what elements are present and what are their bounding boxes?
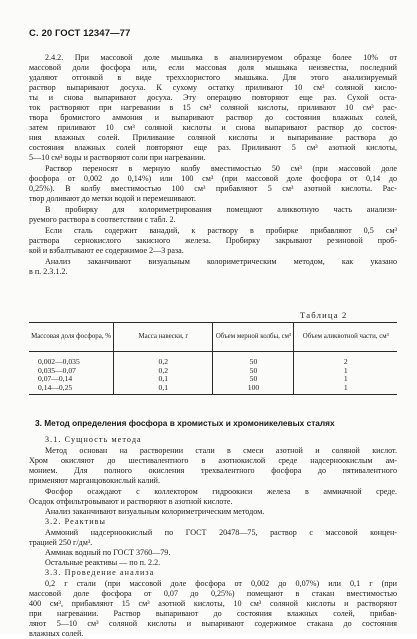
text-line: твор доливают до метки водой и перемешивают. — [29, 194, 196, 204]
text-line: монием. Для полного окисления трехвалентного фосфора до пятивалентного — [29, 466, 397, 476]
table-cell: 0,035—0,07 — [38, 365, 76, 375]
column-header: Масса навески, г — [114, 323, 213, 352]
subsection-heading: 3.1. Сущность метода — [45, 435, 142, 444]
subsection-heading: 3.2. Реактивы — [45, 517, 107, 526]
text-line: раствора сернокислого закисного железа. Пробирку закрывают резиновой проб- — [29, 236, 397, 246]
text-line: в п. 2.3.1.2. — [29, 267, 68, 277]
table-row — [29, 367, 397, 376]
paragraph-3-1-finish — [29, 507, 397, 517]
subsection-heading: 3.3. Проведение анализа — [45, 568, 155, 577]
table-cell: 0,1 — [114, 375, 213, 384]
text-line: 0,25%). В колбу вместимостью 100 см³ прибавляют 5 см³ азотной кислоты. Рас- — [29, 184, 397, 194]
text-line: 0,2 г стали (при массовой доле фосфора от 0,002 до 0,07%) или 0,1 г (при — [45, 579, 397, 588]
table-cell: 2 — [294, 358, 397, 367]
text-line: Анализ заканчивают визуальным колориметрическим методом. — [45, 507, 265, 516]
paragraph-2-4-2 — [29, 53, 397, 164]
table-cell: 0,2 — [114, 358, 213, 367]
text-line: Осадок отфильтровывают и растворяют в азотной кислоте. — [29, 497, 233, 507]
paragraph-3-3-procedure — [29, 579, 397, 639]
text-line: Раствор переносят в мерную колбу вместимостью 50 см³ (при массовой доле — [45, 164, 397, 173]
table-row — [29, 384, 397, 395]
paragraph-transfer — [29, 164, 397, 204]
text-line: Остальные реактивы — по п. 2.2. — [45, 558, 161, 567]
paragraph-3-1-precipitation — [29, 487, 397, 507]
text-line: Фосфор осаждают с коллектором гидроокиси железа в аммиачной среде. — [45, 487, 397, 496]
table-2 — [29, 322, 397, 395]
column-header: Объем аликвотной части, см³ — [294, 323, 397, 352]
table-cell: 50 — [213, 375, 294, 384]
paragraph-3-2-ammonia — [29, 548, 397, 558]
text-line: Аммоний надсерноокислый по ГОСТ 20478—75, раствор с массовой концен- — [45, 528, 397, 537]
text-line: твора бромистого аммония и выпаривают раствор до состояния влажных солей, — [29, 113, 397, 123]
text-line: массовой доле фосфора от 0,07 до 0,25%) помещают в стакан вместимостью — [29, 589, 397, 599]
text-line: Метод основан на растворении стали в смеси азотной и соляной кислот. — [45, 446, 397, 455]
text-line: 5—10 см³ воды и растворяют соли при нагревании. — [29, 153, 206, 163]
table-cell: 1 — [294, 384, 397, 395]
paragraph-3-2-other — [29, 558, 397, 568]
subsection-3-2-heading — [29, 517, 397, 527]
subsection-3-3-heading — [29, 568, 397, 578]
text-line: руемого раствора в соответствии с табл. 2. — [29, 215, 176, 225]
text-line: Анализ заканчивают визуальным колориметрическим методом, как указано — [45, 257, 397, 266]
text-line: применяют марганцовокислый калий. — [29, 476, 161, 486]
table-cell: 0,07—0,14 — [38, 374, 73, 384]
paragraph-aliquot — [29, 205, 397, 225]
paragraph-vanadium — [29, 226, 397, 256]
page-header: С. 20 ГОСТ 12347—77 — [29, 28, 131, 39]
column-header: Массовая доля фосфора, % — [29, 323, 114, 352]
column-header: Объем мерной колбы, см³ — [213, 323, 294, 352]
subsection-3-1-heading — [29, 435, 397, 445]
text-line: Хром окисляют до шестивалентного в азотнокислой среде надсерноокислым ам- — [29, 456, 397, 466]
table-cell: 0,2 — [114, 367, 213, 376]
table-caption: Таблица 2 — [300, 310, 348, 320]
table-row — [29, 375, 397, 384]
text-line: кой и взбалтывают ее содержимое 2—3 раза. — [29, 246, 184, 256]
text-line: состояния влажных солей повторяют еще раз. Приливают 5 см³ азотной кислоты, — [29, 143, 397, 153]
text-line: массовой доли фосфора или, если массовая доля мышьяка неизвестна, последний — [29, 63, 397, 73]
text-line: ток растворяют при нагревании в 15 см³ соляной кислоты, приливают 10 см³ рас- — [29, 103, 397, 113]
table-cell: 0,1 — [114, 384, 213, 395]
text-line: 400 см³, прибавляют 15 см³ азотной кислоты, 10 см³ соляной кислоты и растворяют — [29, 599, 397, 609]
text-line: затем приливают 10 см³ соляной кислоты и снова выпаривают раствор до состоя- — [29, 123, 397, 133]
text-line: ты и снова выпаривают досуха. Эту операцию повторяют еще раз. Сухой оста- — [29, 93, 397, 103]
text-line: Аммиак водный по ГОСТ 3760—79. — [45, 548, 171, 557]
table-cell: 0,002—0,035 — [38, 357, 80, 366]
table-row — [29, 358, 397, 367]
text-line: трацией 250 г/дм³. — [29, 538, 93, 548]
text-line: Если сталь содержит ванадий, к раствору в пробирке прибавляют 0,5 см³ — [45, 226, 397, 235]
text-line: ния влажных солей. Приливание соляной кислоты и выпаривание раствора до — [29, 133, 397, 143]
table-cell: 1 — [294, 367, 397, 376]
text-line: 2.4.2. При массовой доле мышьяка в анализируемом образце более 10% от — [45, 53, 397, 62]
text-line: влажных солей. — [29, 629, 84, 639]
text-line: удаляют отгонкой в виде треххлористого мышьяка. Для этого анализируемый — [29, 73, 397, 83]
table-cell: 100 — [213, 384, 294, 395]
text-line: фосфора от 0,002 до 0,14%) или 100 см³ (при массовой доле фосфора от 0,14 до — [29, 174, 397, 184]
text-line: В пробирку для колориметрирования помещают аликвотную часть анализи- — [45, 205, 397, 214]
paragraph-finish — [29, 257, 397, 277]
table-cell: 1 — [294, 375, 397, 384]
paragraph-3-1-essence — [29, 446, 397, 486]
table-cell: 50 — [213, 358, 294, 367]
text-line: ляют 5—10 см³ соляной кислоты и выпаривают содержимое стакана до состояния — [29, 619, 397, 629]
text-line: при нагревании. Раствор выпаривают до состояния влажных солей, прибав- — [29, 609, 397, 619]
text-line: раствор выпаривают досуха. К сухому остатку приливают 10 см³ соляной кисло- — [29, 83, 397, 93]
section-3-title: 3. Метод определения фосфора в хромистых и хромоникелевых сталях — [35, 418, 335, 428]
paragraph-3-2-persulfate — [29, 528, 397, 548]
table-cell: 0,14—0,25 — [29, 384, 114, 395]
table-cell: 50 — [213, 367, 294, 376]
